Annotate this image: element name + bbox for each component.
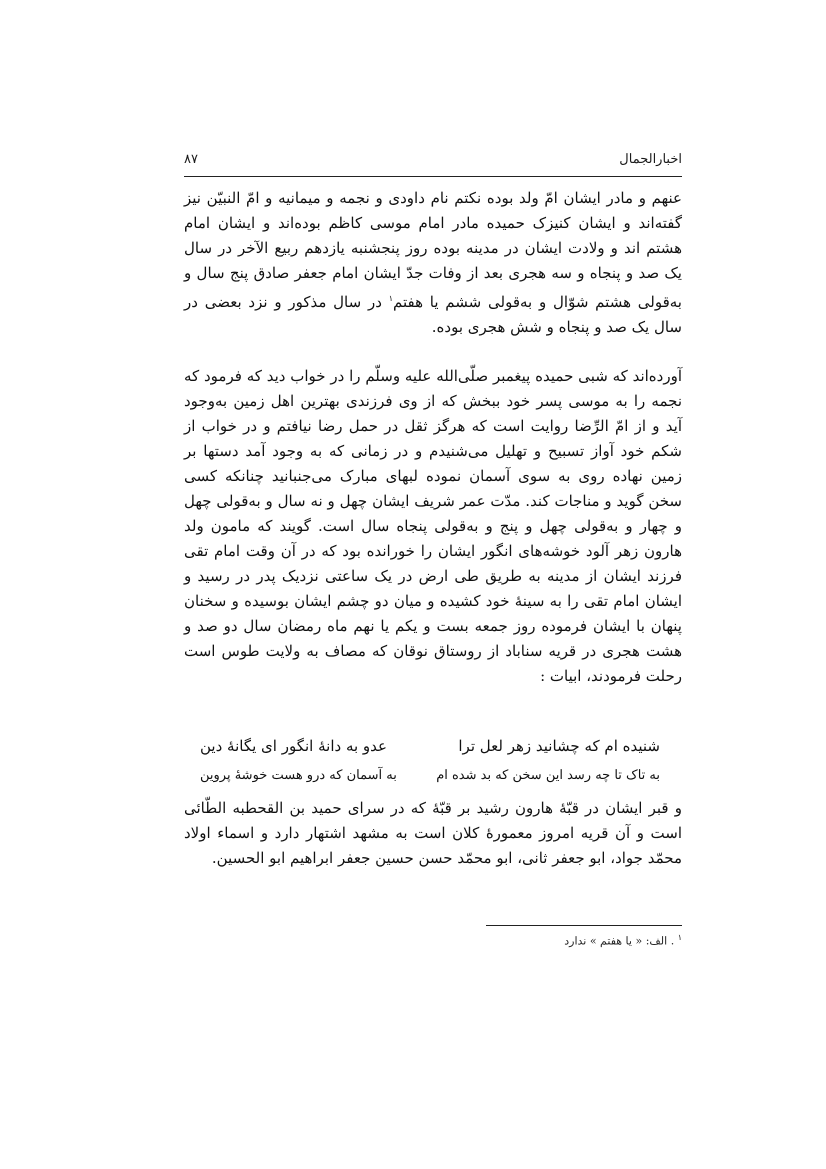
paragraph-1-text: عنهم و مادر ایشان امّ ولد بوده نکتم نام داودی و نجمه و میمانیه و امّ النبیّن نیز گفته‌اند و ایشان کنیزک حمیده مادر امام موسی کاظم بوده‌اند و ایشان امام هشتم اند و ولادت ایشان در مدینه بوده روز پنجشنبه یازدهم ربیع الآخر در سال یک صد و پنجاه و سه هجری بعد از وفات جدّ ایشان امام جعفر صادق پنج سال و به‌قولی هشتم شوّال و به‌قولی ششم یا هفتم (184, 189, 682, 311)
poem-line-2 (184, 764, 682, 788)
paragraph-1 (184, 186, 682, 340)
footnote-rule (486, 925, 682, 926)
paragraph-2: آورده‌اند که شبی حمیده پیغمبر صلّی‌الله علیه وسلّم را در خواب دید که فرمود که نجمه را به موسی پسر خود ببخش که از وی فرزندی بهترین اهل زمین به‌وجود آید و از امّ الرِّضا روایت است که هرگز ثقل در حمل رضا نیافتم و در خواب از شکم خود آواز تسبیح و تهلیل می‌شنیدم و در زمانی که به وجود آمد دستها بر زمین نهاده روی به سوی آسمان نموده لبهای مبارک می‌جنبانید چنانکه کسی سخن گوید و مناجات کند. مدّت عمر شریف ایشان چهل و نه سال و به‌قولی چهل و چهار و به‌قولی چهل و پنج و به‌قولی پنجاه سال است. گویند که مامون ولد هارون زهر آلود خوشه‌های انگور ایشان را خورانده بود که در آن وقت امام تقی فرزند ایشان از مدینه به طریق طی ارض در یک ساعتی نزدیک پدر در رسید و ایشان امام تقی را به سینهٔ خود کشیده و میان دو چشم ایشان بوسیده و سخنان پنهان با ایشان فرموده روز جمعه بست و یکم یا نهم ماه رمضان سال دو صد و هشت هجری در قریه سناباد از روستاق نوقان که مصاف به ولایت طوس است رحلت فرمودند، ابیات : (184, 367, 683, 685)
running-title: اخبارالجمال (619, 152, 682, 167)
hemistich-1b: عدو به دانهٔ انگور ای یگانهٔ دین (200, 737, 388, 755)
footnote (300, 933, 682, 948)
footnote-reference: ۱ (388, 294, 393, 303)
hemistich-2b: به آسمان که درو هست خوشهٔ پروین (200, 768, 397, 783)
footnote-text: . الف: « یا هفتم » ندارد (564, 934, 678, 948)
page-number: ۸۷ (184, 152, 198, 167)
poem-verses (184, 734, 682, 788)
poem-line-1 (184, 734, 682, 758)
footnote-marker: ۱ (677, 933, 682, 942)
paragraph-1-end: در سال مذکور و نزد بعضی در سال یک صد و پنجاه و شش هجری بوده. (184, 293, 682, 336)
hemistich-2a: به تاک تا چه رسد این سخن که بد شده ام (436, 768, 660, 783)
page-header (184, 152, 682, 174)
hemistich-1a: شنیده ام که چشانید زهر لعل ترا (458, 737, 660, 755)
header-rule (184, 176, 682, 177)
paragraph-3: و قبر ایشان در قبّهٔ هارون رشید بر قبّهٔ که در سرای حمید بن القحطبه الطّائی است و آن قریه امروز معمورهٔ کلان است به مشهد اشتهار دارد و اسماء اولاد محمّد جواد، ابو جعفر ثانی، ابو محمّد حسن حسین جعفر ابراهیم ابو الحسین. (184, 799, 682, 867)
